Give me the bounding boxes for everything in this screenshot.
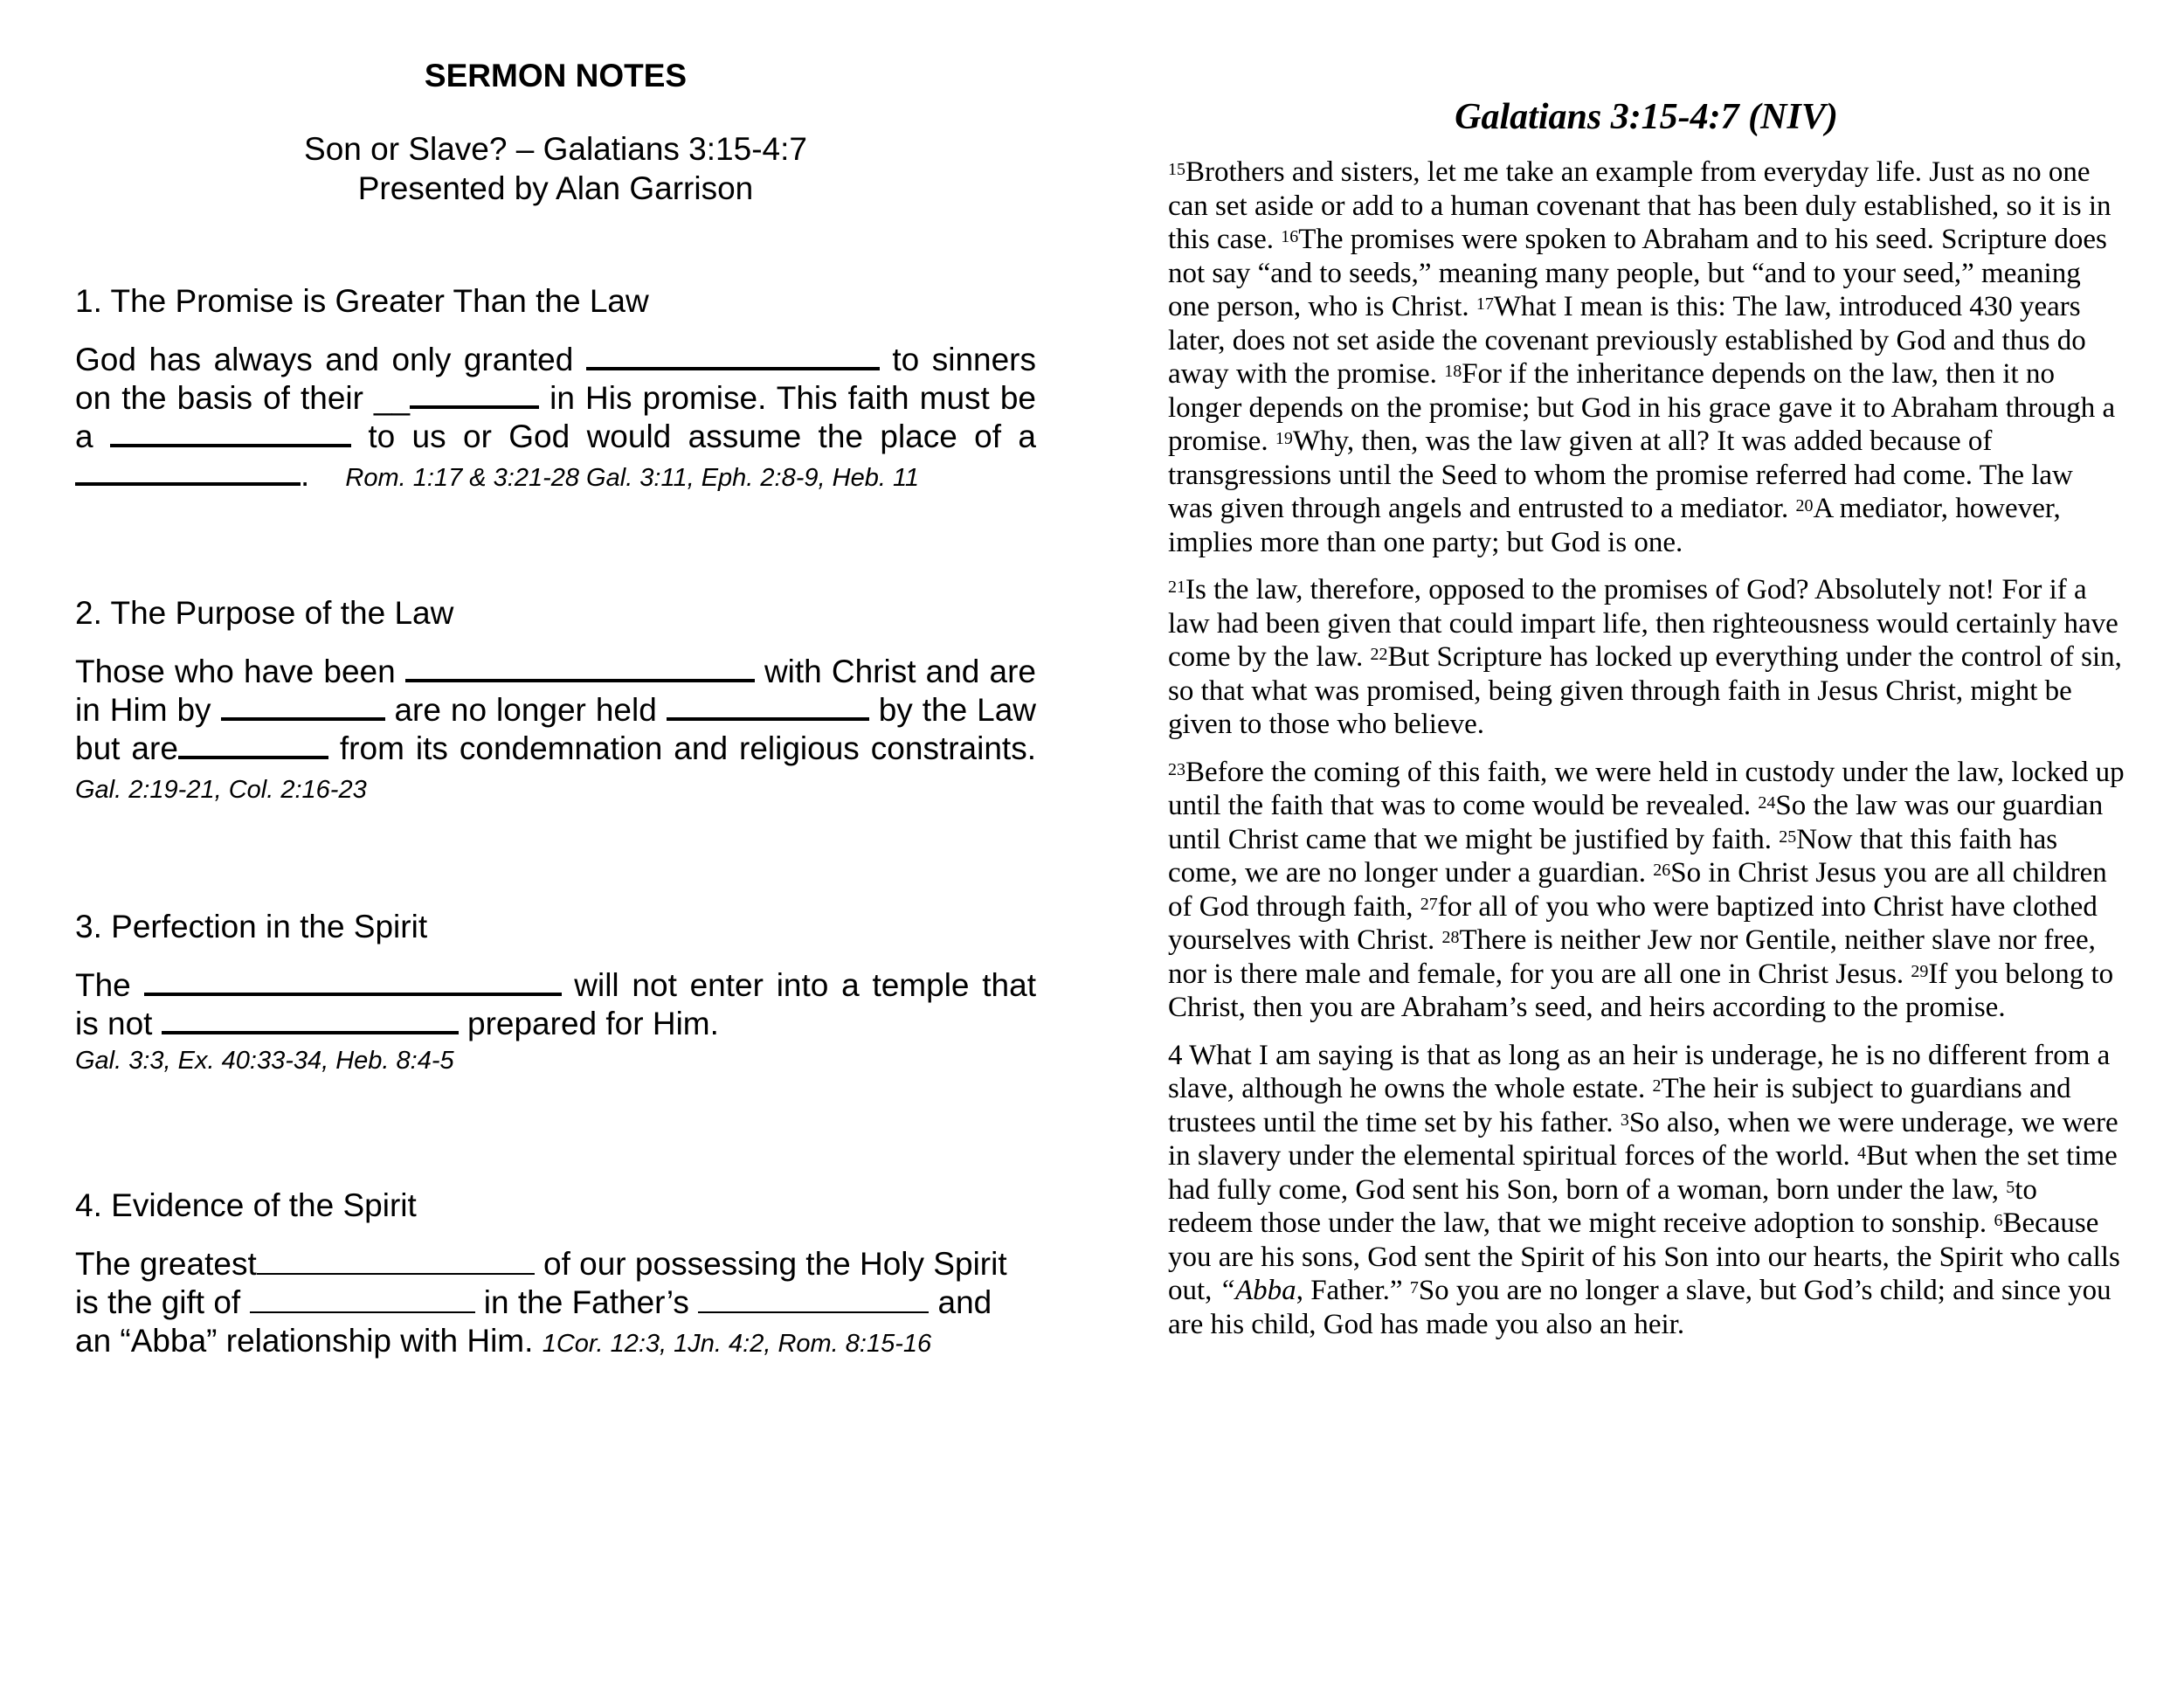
verse-number: 15 xyxy=(1168,160,1185,179)
verse-number: 4 xyxy=(1857,1144,1866,1163)
sermon-notes xyxy=(75,58,1036,1363)
section-text: Those who have been with Christ and are in Him by are no longer held by the Law but are from its condemnation and religious constraints. Gal. 2:19-21, Col. 2:16-23 xyxy=(75,654,1036,804)
passage-paragraph: $^{23}$Before the coming of this faith, we were held in custody under the law, locked up until the faith that was to come would be revealed. $^{24}$So the law was our guardian until Christ came that we might be justified by faith. $^{25}$Now that this faith has come, we are no longer under a guardian. $^{26}$So in Christ Jesus you are all children of God through faith, $^{27}$for all of you who were baptized into Christ have clothed yourselves with Christ. $^{28}$There is neither Jew nor Gentile, neither slave nor free, nor is there male and female, for you are all one in Christ Jesus. $^{29}$If you belong to Christ, then you are Abraham’s seed, and heirs according to the promise. xyxy=(1168,756,2125,1023)
verse-number: 22 xyxy=(1370,645,1388,664)
abba-italic: “Abba xyxy=(1219,1275,1296,1306)
section-1 xyxy=(75,283,1036,497)
verse-number: 23 xyxy=(1168,759,1185,779)
fill-blank[interactable] xyxy=(162,1005,459,1034)
section-3 xyxy=(75,909,1036,1076)
section-text: The greatest of our possessing the Holy Spirit is the gift of in the Father’s and an “Abba” relationship with Him. 1Cor. 12:3, 1Jn. 4:2, Rom. 8:15-16 xyxy=(75,1246,1007,1359)
section-heading: 1. The Promise is Greater Than the Law xyxy=(75,283,649,319)
section-text: God has always and only granted to sinners on the basis of their __ in His promise. This faith must be a to us or God would assume the place of a . Rom. 1:17 & 3:21-28 Gal. 3:11, Eph. 2:8-9, Heb. 11 xyxy=(75,342,1036,493)
fill-blank[interactable] xyxy=(698,1285,929,1313)
passage-paragraph: $^{15}$Brothers and sisters, let me take an example from everyday life. Just as no one can set aside or add to a human covenant that has been duly established, so it is in this case. $^{16}$The promises were spoken to Abraham and to his seed. Scripture does not say “and to seeds,” meaning many people, but “and to your seed,” meaning one person, who is Christ. $^{17}$What I mean is this: The law, introduced 430 years later, does not set aside the covenant previously established by God and thus do away with the promise. $^{18}$For if the inheritance depends on the law, then it no longer depends on the promise; but God in his grace gave it to Abraham through a promise. $^{19}$Why, then, was the law given at all? It was added because of transgressions until the Seed to whom the promise referred had come. The law was given through angels and entrusted to a mediator. $^{20}$A mediator, however, implies more than one party; but God is one. xyxy=(1168,156,2116,558)
scripture-reference: Gal. 2:19-21, Col. 2:16-23 xyxy=(75,776,367,804)
fill-blank[interactable] xyxy=(110,418,351,447)
verse-number: 17 xyxy=(1476,294,1494,314)
section-heading: 2. The Purpose of the Law xyxy=(75,595,454,631)
scripture-reference: 1Cor. 12:3, 1Jn. 4:2, Rom. 8:15-16 xyxy=(542,1330,932,1358)
verse-number: 25 xyxy=(1779,827,1797,847)
verse-number: 28 xyxy=(1441,928,1460,947)
verse-number: 19 xyxy=(1275,429,1293,448)
verse-number: 16 xyxy=(1281,227,1299,246)
verse-number: 29 xyxy=(1911,961,1929,981)
sermon-subtitle: Son or Slave? – Galatians 3:15-4:7 xyxy=(304,131,807,167)
fill-blank[interactable] xyxy=(405,653,755,682)
verse-number: 26 xyxy=(1653,861,1671,880)
verse-number: 27 xyxy=(1420,894,1438,914)
verse-number: 3 xyxy=(1620,1110,1629,1130)
scripture-reference: Gal. 3:3, Ex. 40:33-34, Heb. 8:4-5 xyxy=(75,1047,454,1075)
fill-blank[interactable] xyxy=(586,341,880,370)
verse-number: 21 xyxy=(1168,578,1185,597)
fill-blank[interactable] xyxy=(144,966,562,996)
presenter-line: Presented by Alan Garrison xyxy=(357,170,754,206)
section-text: The will not enter into a temple that is not prepared for Him. xyxy=(75,967,1036,1041)
verse-number: 20 xyxy=(1795,496,1814,515)
scripture-passage xyxy=(1168,96,2125,1355)
fill-blank[interactable] xyxy=(221,691,385,721)
verse-number: 5 xyxy=(2006,1177,2015,1197)
section-heading: 3. Perfection in the Spirit xyxy=(75,909,428,944)
verse-number: 7 xyxy=(1409,1278,1419,1297)
verse-number: 2 xyxy=(1652,1076,1662,1096)
passage-paragraph: $^{21}$Is the law, therefore, opposed to the promises of God? Absolutely not! For if a law had been given that could impart life, then righteousness would certainly have come by the law. $^{22}$But Scripture has locked up everything under the control of sin, so that what was promised, being given through faith in Jesus Christ, might be given to those who believe. xyxy=(1168,574,2122,740)
verse-number: 18 xyxy=(1444,362,1462,381)
section-heading: 4. Evidence of the Spirit xyxy=(75,1187,417,1223)
verse-number: 24 xyxy=(1758,793,1776,813)
fill-blank[interactable] xyxy=(250,1285,475,1313)
verse-number: 6 xyxy=(1994,1211,2003,1230)
passage-heading: Galatians 3:15-4:7 (NIV) xyxy=(1455,97,1838,137)
section-2 xyxy=(75,595,1036,809)
fill-blank[interactable] xyxy=(75,456,301,486)
fill-blank[interactable] xyxy=(178,730,328,759)
fill-blank[interactable] xyxy=(257,1247,535,1275)
fill-blank[interactable] xyxy=(667,691,869,721)
fill-blank[interactable] xyxy=(410,379,539,409)
passage-paragraph: 4 What I am saying is that as long as an heir is underage, he is no different from a slave, although he owns the whole estate. $^2$The heir is subject to guardians and trustees until the time set by his father. $^3$So also, when we were underage, we were in slavery under the elemental spiritual forces of the world. $^4$But when the set time had fully come, God sent his Son, born of a woman, born under the law, $^5$to redeem those under the law, that we might receive adoption to sonship. $^6$Because you are his sons, God sent the Spirit of his Son into our hearts, the Spirit who calls out, “Abba, Father.” $^7$So you are no longer a slave, but God’s child; and since you are his child, God has made you also an heir. xyxy=(1168,1039,2120,1340)
notes-title: SERMON NOTES xyxy=(424,58,688,93)
section-4 xyxy=(75,1187,1036,1363)
scripture-reference: Rom. 1:17 & 3:21-28 Gal. 3:11, Eph. 2:8-9, Heb. 11 xyxy=(345,464,920,492)
